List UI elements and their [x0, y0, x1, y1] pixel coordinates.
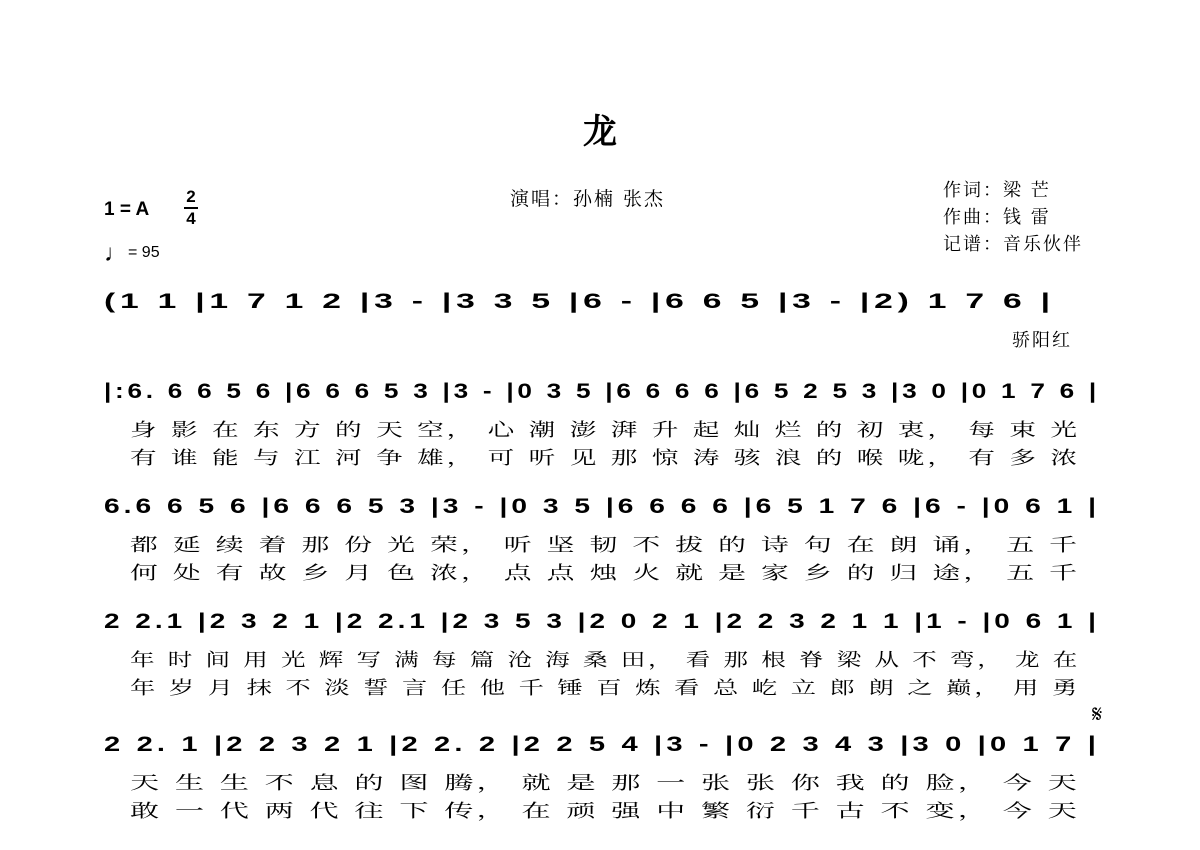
lyric-line: 骄阳红: [1012, 330, 1072, 351]
segno-icon: 𝄋: [1092, 700, 1103, 728]
key-signature: 1 = A: [104, 199, 150, 220]
lyric-line: 年 岁 月 抹 不 淡 誓 言 任 他 千 锤 百 炼 看 总 屹 立 郎 朗 之 巅， 用 勇: [130, 678, 1080, 699]
tempo-marking: [104, 240, 160, 268]
time-signature: [184, 188, 198, 228]
singer-credit: 演唱：孙楠 张杰: [510, 188, 666, 210]
lyric-line: 身 影 在 东 方 的 天 空， 心 潮 澎 湃 升 起 灿 烂 的 初 衷， 每 束 光: [130, 420, 1080, 441]
song-title: 龙: [583, 112, 617, 152]
notation-row: 2 2.1 |2 3 2 1 |2 2.1 |2 3 5 3 |2 0 2 1 |2 2 3 2 1 1 |1 - |0 6 1 |: [104, 610, 1100, 633]
lyric-line: 何 处 有 故 乡 月 色 浓， 点 点 烛 火 就 是 家 乡 的 归 途， 五 千: [130, 563, 1080, 584]
notation-row: |:6. 6 6 5 6 |6 6 6 5 3 |3 - |0 3 5 |6 6 6 6 |6 5 2 5 3 |3 0 |0 1 7 6 |: [104, 380, 1100, 403]
notation-row: (1 1 |1 7 1 2 |3 - |3 3 5 |6 - |6 6 5 |3 - |2) 1 7 6 |: [104, 290, 1055, 313]
composer-credit: 作曲：钱 雷: [943, 207, 1051, 228]
tempo-value: = 95: [128, 244, 160, 261]
lyric-line: 天 生 生 不 息 的 图 腾， 就 是 那 一 张 张 你 我 的 脸， 今 天: [130, 773, 1080, 794]
time-signature-bottom: 4: [186, 209, 196, 228]
notation-row: 6.6 6 5 6 |6 6 6 5 3 |3 - |0 3 5 |6 6 6 6 |6 5 1 7 6 |6 - |0 6 1 |: [104, 495, 1100, 518]
notation-row: 2 2. 1 |2 2 3 2 1 |2 2. 2 |2 2 5 4 |3 - |0 2 3 4 3 |3 0 |0 1 7 |: [104, 733, 1100, 756]
transcriber-credit: 记谱：音乐伙伴: [943, 234, 1083, 255]
lyric-line: 有 谁 能 与 江 河 争 雄， 可 听 见 那 惊 涛 骇 浪 的 喉 咙， 有 多 浓: [130, 448, 1080, 469]
lyric-line: 都 延 续 着 那 份 光 荣， 听 坚 韧 不 拔 的 诗 句 在 朗 诵， 五 千: [130, 535, 1080, 556]
lyric-line: 年 时 间 用 光 辉 写 满 每 篇 沧 海 桑 田， 看 那 根 脊 梁 从 不 弯， 龙 在: [130, 650, 1080, 671]
lyric-line: 敢 一 代 两 代 往 下 传， 在 顽 强 中 繁 衍 千 古 不 变， 今 天: [130, 801, 1080, 822]
time-signature-top: 2: [186, 187, 196, 206]
quarter-note-icon: ♩: [104, 240, 128, 267]
lyricist-credit: 作词：梁 芒: [943, 180, 1051, 201]
